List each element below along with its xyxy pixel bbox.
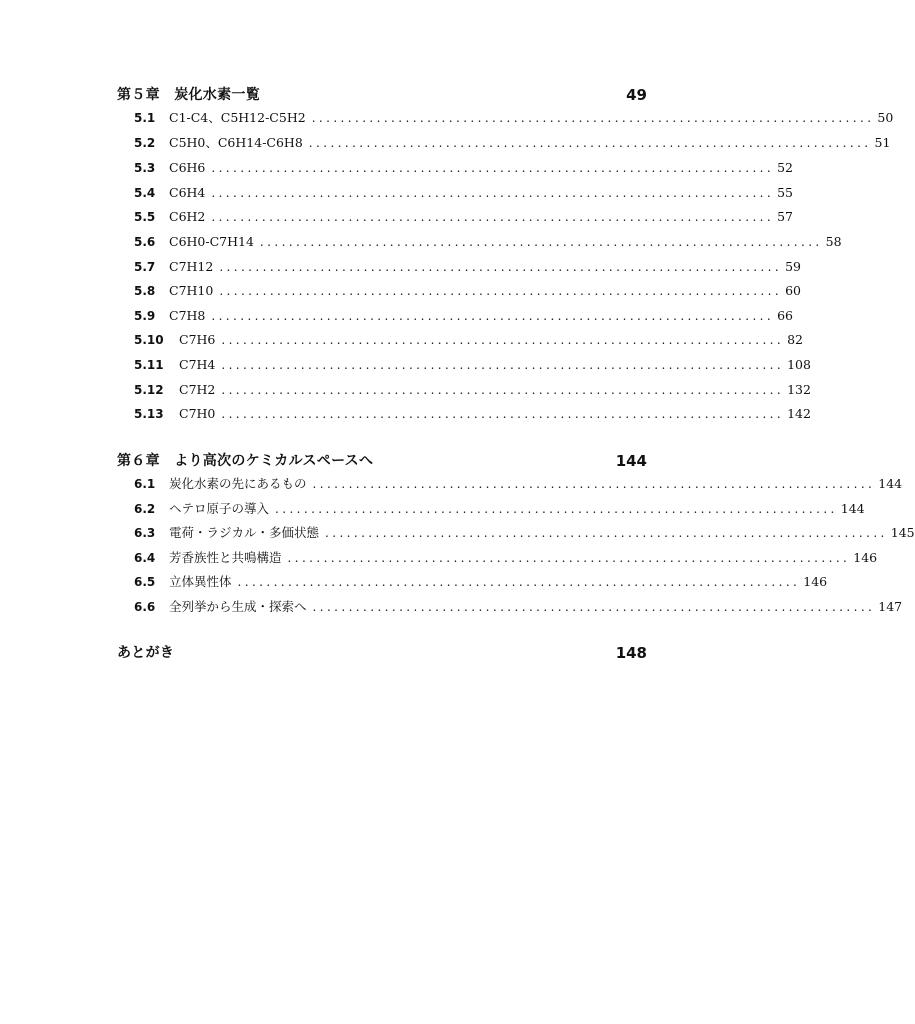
section-title: ヘテロ原子の導入 [169,501,270,516]
section-title: C1-C4、C5H12-C5H2 [169,110,306,125]
leader-dots: .............................................................................. [221,407,785,421]
section-page-number: 52 [777,160,794,175]
section-number: 5.4 [134,186,156,200]
toc-entry-5-2[interactable] [117,133,891,151]
toc-entry-6-1[interactable] [117,474,903,492]
leader-dots: .............................................................................. [211,210,775,224]
toc-entry-6-4[interactable] [117,548,878,566]
section-title: C7H0 [179,406,216,421]
leader-dots: .............................................................................. [325,526,888,540]
toc-entry-5-7[interactable] [117,257,801,275]
section-title: 立体異性体 [169,574,232,589]
toc-entry-5-12[interactable] [117,380,811,398]
section-number: 5.8 [134,284,156,298]
section-page-number: 51 [874,135,891,150]
chapter-title: 第６章 より高次のケミカルスペースへ [117,453,374,469]
toc-entry-5-6[interactable] [117,232,842,250]
section-number: 5.1 [134,111,156,125]
chapter-6-heading[interactable] [117,446,647,470]
toc-entry-5-5[interactable] [117,207,794,225]
section-page-number: 59 [785,259,801,274]
section-title: 炭化水素の先にあるもの [169,476,307,491]
leader-dots: .............................................................................. [259,235,823,249]
leader-dots: .............................................................................. [211,186,775,200]
section-title: C7H8 [169,308,206,323]
section-page-number: 145 [890,525,915,540]
section-title: 全列挙から生成・探索へ [169,599,307,614]
leader-dots: .............................................................................. [219,284,783,298]
toc-entry-5-9[interactable] [117,306,794,324]
section-number: 5.2 [134,136,156,150]
section-page-number: 144 [878,476,903,491]
section-number: 6.1 [134,477,156,491]
toc-entry-5-10[interactable] [117,330,804,348]
section-number: 5.6 [134,235,156,249]
section-title: 電荷・ラジカル・多価状態 [169,525,320,540]
toc-entry-5-13[interactable] [117,404,811,422]
leader-dots: .............................................................................. [211,309,775,323]
leader-dots: .............................................................................. [221,333,785,347]
section-title: C7H10 [169,283,214,298]
toc-entry-5-3[interactable] [117,158,794,176]
afterword-title: あとがき [117,645,175,661]
section-page-number: 108 [787,357,811,372]
leader-dots: .............................................................................. [221,358,785,372]
toc-entry-5-4[interactable] [117,183,794,201]
toc-entry-6-5[interactable] [117,572,828,590]
toc-entry-6-6[interactable] [117,597,903,615]
section-page-number: 146 [803,574,828,589]
section-page-number: 132 [787,382,811,397]
section-title: C7H12 [169,259,214,274]
section-page-number: 82 [787,332,804,347]
afterword-heading[interactable] [117,638,647,662]
leader-dots: .............................................................................. [219,260,783,274]
section-number: 5.10 [134,333,164,347]
section-number: 6.2 [134,502,156,516]
section-number: 5.11 [134,358,164,372]
section-number: 6.6 [134,600,156,614]
afterword-page-number: 148 [615,644,647,662]
section-title: 芳香族性と共鳴構造 [169,550,282,565]
section-page-number: 55 [777,185,794,200]
chapter-page-number: 49 [626,86,647,104]
section-page-number: 147 [878,599,903,614]
section-page-number: 146 [853,550,878,565]
section-number: 5.5 [134,210,156,224]
toc-entry-5-1[interactable] [117,108,894,126]
section-number: 6.4 [134,551,156,565]
section-page-number: 142 [787,406,811,421]
section-title: C7H4 [179,357,216,372]
section-title: C5H0、C6H14-C6H8 [169,135,303,150]
toc-entry-6-2[interactable] [117,499,865,517]
toc-entry-6-3[interactable] [117,523,915,541]
section-title: C6H0-C7H14 [169,234,254,249]
section-number: 5.3 [134,161,156,175]
section-title: C6H2 [169,209,206,224]
section-number: 6.3 [134,526,156,540]
section-title: C6H6 [169,160,206,175]
section-number: 6.5 [134,575,156,589]
section-page-number: 57 [777,209,794,224]
leader-dots: .............................................................................. [308,136,872,150]
section-number: 5.9 [134,309,156,323]
section-page-number: 144 [840,501,865,516]
section-title: C7H6 [179,332,216,347]
chapter-5-heading[interactable] [117,80,647,104]
section-title: C7H2 [179,382,216,397]
section-page-number: 50 [877,110,894,125]
leader-dots: .............................................................................. [312,600,876,614]
leader-dots: .............................................................................. [312,477,876,491]
section-page-number: 66 [777,308,794,323]
leader-dots: .............................................................................. [237,575,801,589]
toc-entry-5-8[interactable] [117,281,801,299]
section-number: 5.12 [134,383,164,397]
section-title: C6H4 [169,185,206,200]
chapter-title: 第５章 炭化水素一覧 [117,87,260,103]
leader-dots: .............................................................................. [311,111,875,125]
leader-dots: .............................................................................. [211,161,775,175]
toc-entry-5-11[interactable] [117,355,811,373]
section-page-number: 60 [785,283,801,298]
section-number: 5.13 [134,407,164,421]
chapter-page-number: 144 [615,452,647,470]
section-number: 5.7 [134,260,156,274]
section-page-number: 58 [825,234,842,249]
leader-dots: .............................................................................. [287,551,851,565]
leader-dots: .............................................................................. [275,502,838,516]
leader-dots: .............................................................................. [221,383,785,397]
